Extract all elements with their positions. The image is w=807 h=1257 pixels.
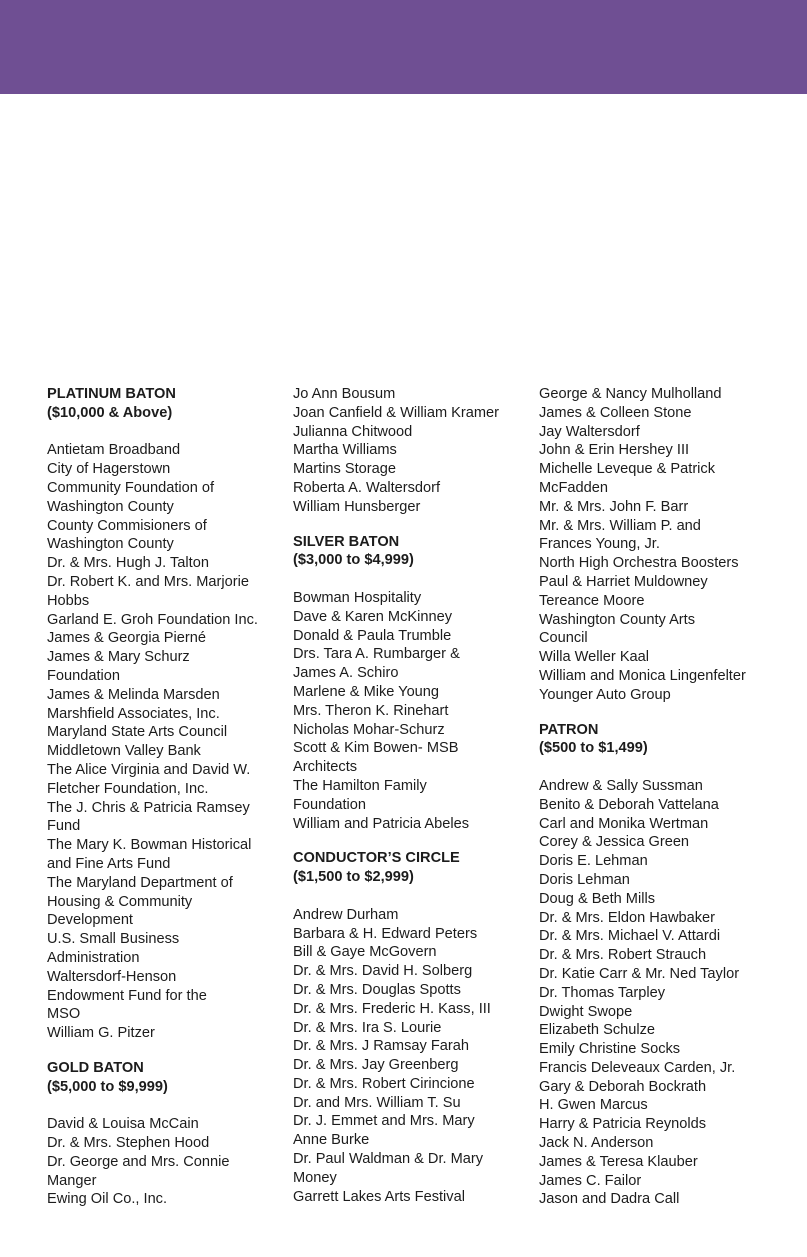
donor-entry	[47, 761, 287, 799]
donor-name: Barbara & H. Edward Peters	[293, 925, 478, 942]
donor-name: Marlene & Mike Young	[293, 683, 440, 700]
donor-name: Dr. & Mrs. Robert Strauch	[539, 947, 707, 964]
donor-name-continued: Architects	[293, 759, 358, 776]
donor-name: Dr. & Mrs. Frederic H. Kass, III	[293, 1000, 491, 1017]
donor-name: Ewing Oil Co., Inc.	[47, 1191, 168, 1208]
donor-name: Mr. & Mrs. William P. and	[539, 517, 701, 534]
section-range: ($5,000 to $9,999)	[47, 1078, 168, 1095]
donor-name: Corey & Jessica Green	[539, 834, 690, 851]
donor-name: Michelle Leveque & Patrick	[539, 461, 716, 478]
donor-entry	[539, 777, 789, 796]
donor-name: Doug & Beth Mills	[539, 890, 655, 907]
donor-name: Dave & Karen McKinney	[293, 608, 452, 625]
donor-entry	[539, 890, 789, 909]
donor-name: Harry & Patricia Reynolds	[539, 1116, 707, 1133]
donor-entry	[539, 871, 789, 890]
donor-name: William G. Pitzer	[47, 1025, 155, 1042]
donor-name: County Commisioners of	[47, 517, 207, 534]
donor-name: Garland E. Groh Foundation Inc.	[47, 611, 258, 628]
donor-entry	[293, 608, 533, 627]
donor-name: North High Orchestra Boosters	[539, 555, 739, 572]
donor-entry	[47, 1190, 287, 1209]
donor-name: Dr. & Mrs. Douglas Spotts	[293, 981, 461, 998]
donor-entry	[539, 965, 789, 984]
donor-entry	[539, 667, 789, 686]
donor-name: Dr. & Mrs. Eldon Hawbaker	[539, 909, 715, 926]
donor-name-continued: Money	[293, 1169, 337, 1186]
donor-entry	[293, 777, 533, 815]
donor-name: Francis Deleveaux Carden, Jr.	[539, 1059, 736, 1076]
donor-entry	[293, 423, 533, 442]
donor-name: Middletown Valley Bank	[47, 743, 201, 760]
donor-entry	[293, 1000, 533, 1019]
donor-name-continued: Fund	[47, 818, 81, 835]
donor-entry	[47, 517, 287, 555]
donor-name: Dr. & Mrs. Jay Greenberg	[293, 1057, 459, 1074]
donor-entry	[539, 1003, 789, 1022]
donor-entry	[293, 1075, 533, 1094]
donor-entry	[293, 981, 533, 1000]
donor-entry	[47, 1153, 287, 1191]
donor-name-continued: Fletcher Foundation, Inc.	[47, 780, 209, 797]
donor-name: The Hamilton Family	[293, 777, 427, 794]
donor-entry	[293, 739, 533, 777]
donor-entry	[539, 1040, 789, 1059]
section-range: ($10,000 & Above)	[47, 404, 173, 421]
donor-column-1	[47, 385, 287, 1209]
donor-entry	[539, 648, 789, 667]
section-silver-baton	[293, 533, 533, 834]
donor-entry	[47, 742, 287, 761]
donor-entry	[539, 686, 789, 705]
donor-entry	[539, 946, 789, 965]
donor-name: William Hunsberger	[293, 498, 421, 515]
donor-entry	[293, 1056, 533, 1075]
donor-entry	[293, 815, 533, 834]
donor-entry	[539, 1153, 789, 1172]
header-banner	[0, 0, 807, 94]
section-heading: PLATINUM BATON	[47, 386, 176, 402]
donor-name: Roberta A. Waltersdorf	[293, 479, 441, 496]
donor-name: Benito & Deborah Vattelana	[539, 796, 719, 813]
donor-entry	[539, 404, 789, 423]
donor-entry	[47, 554, 287, 573]
donor-name: The J. Chris & Patricia Ramsey	[47, 799, 250, 816]
donor-name-continued: Housing & Community	[47, 893, 193, 910]
donor-entry	[47, 686, 287, 705]
donor-entry	[539, 815, 789, 834]
donor-entry	[539, 498, 789, 517]
donor-name: James & Colleen Stone	[539, 404, 692, 421]
donor-name: Dr. Paul Waldman & Dr. Mary	[293, 1151, 484, 1168]
donor-name: James & Mary Schurz	[47, 649, 190, 666]
section-platinum-baton	[47, 385, 287, 1043]
donor-entry	[47, 1115, 287, 1134]
donor-entry	[293, 906, 533, 925]
donor-name-continued: James A. Schiro	[293, 665, 399, 682]
donor-name: William and Patricia Abeles	[293, 815, 470, 832]
donor-name: Garrett Lakes Arts Festival	[293, 1188, 465, 1205]
donor-entry	[539, 833, 789, 852]
donor-name: Andrew & Sally Sussman	[539, 777, 703, 794]
donor-entry	[293, 1112, 533, 1150]
donor-entry	[539, 984, 789, 1003]
donor-entry	[47, 611, 287, 630]
donor-entry	[47, 629, 287, 648]
donor-entry	[539, 1134, 789, 1153]
donor-entry	[47, 1134, 287, 1153]
donor-entry	[539, 554, 789, 573]
donor-name: Martha Williams	[293, 442, 397, 459]
donor-name: Dr. & Mrs. Stephen Hood	[47, 1135, 210, 1152]
donor-name: Julianna Chitwood	[293, 423, 413, 440]
donor-name: Bill & Gaye McGovern	[293, 944, 437, 961]
donor-name: Antietam Broadband	[47, 442, 181, 459]
donor-entry	[47, 479, 287, 517]
donor-entry	[539, 611, 789, 649]
donor-entry	[539, 796, 789, 815]
donor-name: Dr. and Mrs. William T. Su	[293, 1094, 461, 1111]
donor-entry	[539, 385, 789, 404]
donor-entry	[47, 441, 287, 460]
donor-name: Drs. Tara A. Rumbarger &	[293, 646, 460, 663]
donor-entry	[539, 1190, 789, 1209]
donor-entry	[293, 683, 533, 702]
donor-name: Emily Christine Socks	[539, 1041, 681, 1058]
donor-entry	[47, 460, 287, 479]
donor-name: Dr. & Mrs. Hugh J. Talton	[47, 555, 209, 572]
donor-entry	[293, 498, 533, 517]
donor-entry	[47, 723, 287, 742]
donor-name: H. Gwen Marcus	[539, 1097, 648, 1114]
section-heading: GOLD BATON	[47, 1059, 144, 1076]
section-heading: SILVER BATON	[293, 533, 400, 550]
donor-name: Donald & Paula Trumble	[293, 627, 452, 644]
donor-name: U.S. Small Business	[47, 931, 180, 948]
donor-name: Mr. & Mrs. John F. Barr	[539, 498, 689, 515]
donor-entry	[539, 1172, 789, 1191]
donor-name: James & Georgia Pierné	[47, 630, 206, 647]
section-gold-baton	[47, 1059, 287, 1209]
donor-entry	[293, 385, 533, 404]
donor-entry	[539, 423, 789, 442]
donor-entry	[293, 1188, 533, 1207]
donor-name: Marshfield Associates, Inc.	[47, 705, 220, 722]
donor-entry	[293, 943, 533, 962]
donor-name-continued: Council	[539, 630, 588, 647]
donor-name: Bowman Hospitality	[293, 589, 422, 606]
donor-name: Gary & Deborah Bockrath	[539, 1078, 707, 1095]
donor-entry	[539, 1096, 789, 1115]
section-conductors-circle	[293, 849, 533, 1206]
donor-name: The Mary K. Bowman Historical	[47, 837, 252, 854]
donor-entry	[293, 1019, 533, 1038]
donor-name: John & Erin Hershey III	[539, 442, 690, 459]
donor-entry	[47, 705, 287, 724]
donor-name-continued: Endowment Fund for the	[47, 987, 207, 1004]
section-heading: CONDUCTOR’S CIRCLE	[293, 850, 460, 867]
donor-entry	[47, 968, 287, 1024]
donor-name: Dr. George and Mrs. Connie	[47, 1153, 230, 1170]
donor-name: Mrs. Theron K. Rinehart	[293, 702, 449, 719]
donor-name-continued: McFadden	[539, 479, 608, 496]
donor-entry	[293, 589, 533, 608]
donor-entry	[293, 404, 533, 423]
donor-name: Paul & Harriet Muldowney	[539, 573, 708, 590]
donor-name-continued: Development	[47, 912, 133, 929]
donor-entry	[293, 925, 533, 944]
donor-name: Dr. & Mrs. Michael V. Attardi	[539, 928, 721, 945]
donor-entry	[539, 1078, 789, 1097]
donor-name-continued: Hobbs	[47, 592, 90, 609]
donor-name: Joan Canfield & William Kramer	[293, 404, 500, 421]
donor-column-2	[293, 385, 533, 1206]
donor-entry	[539, 1021, 789, 1040]
donor-entry	[47, 1024, 287, 1043]
donor-entry	[293, 1094, 533, 1113]
donor-entry	[47, 874, 287, 930]
donor-entry	[293, 721, 533, 740]
section-continued	[293, 385, 533, 517]
donor-entry	[539, 460, 789, 498]
donor-name: Dr. & Mrs. David H. Solberg	[293, 963, 473, 980]
donor-entry	[539, 573, 789, 592]
donor-name: Dr. & Mrs. Ira S. Lourie	[293, 1019, 442, 1036]
donor-name: Dr. J. Emmet and Mrs. Mary	[293, 1113, 475, 1130]
donor-entry	[539, 441, 789, 460]
donor-name: Jo Ann Bousum	[293, 386, 396, 402]
donor-name: James & Teresa Klauber	[539, 1153, 698, 1170]
donor-name: George & Nancy Mulholland	[539, 386, 722, 402]
donor-name-continued: Foundation	[293, 796, 367, 813]
donor-name: Dr. Katie Carr & Mr. Ned Taylor	[539, 965, 740, 982]
section-heading: PATRON	[539, 721, 599, 738]
donor-name-continued: Manger	[47, 1172, 97, 1189]
donor-entry	[293, 1150, 533, 1188]
donor-entry	[47, 836, 287, 874]
donor-name: Dr. Robert K. and Mrs. Marjorie	[47, 573, 249, 590]
donor-name: Dwight Swope	[539, 1003, 633, 1020]
donor-name-continued: Anne Burke	[293, 1132, 370, 1149]
donor-entry	[293, 702, 533, 721]
donor-name: Washington County Arts	[539, 611, 696, 628]
donor-name: Dr. Thomas Tarpley	[539, 984, 665, 1001]
donor-entry	[539, 1115, 789, 1134]
donor-entry	[293, 441, 533, 460]
donor-name-continued: and Fine Arts Fund	[47, 855, 171, 872]
donor-name: The Maryland Department of	[47, 874, 233, 891]
donor-name: Community Foundation of	[47, 479, 215, 496]
donor-name: The Alice Virginia and David W.	[47, 761, 251, 778]
donor-name: David & Louisa McCain	[47, 1116, 199, 1133]
donor-name: Elizabeth Schulze	[539, 1022, 656, 1039]
donor-entry	[293, 1037, 533, 1056]
donor-name: Waltersdorf-Henson	[47, 968, 177, 985]
section-range: ($1,500 to $2,999)	[293, 869, 414, 886]
donor-name-continued: Washington County	[47, 536, 174, 553]
donor-name: William and Monica Lingenfelter	[539, 667, 746, 684]
donor-name: Younger Auto Group	[539, 686, 671, 703]
donor-entry	[539, 909, 789, 928]
section-continued	[539, 385, 789, 705]
donor-entry	[293, 479, 533, 498]
donor-name: Doris E. Lehman	[539, 853, 648, 870]
donor-name: Maryland State Arts Council	[47, 724, 228, 741]
donor-entry	[47, 648, 287, 686]
donor-name: Andrew Durham	[293, 906, 399, 923]
donor-name: Jack N. Anderson	[539, 1135, 654, 1152]
section-range: ($3,000 to $4,999)	[293, 552, 414, 569]
donor-name: Willa Weller Kaal	[539, 649, 650, 666]
donor-entry	[539, 517, 789, 555]
donor-name-continued: Administration	[47, 949, 140, 966]
donor-name-continued: Washington County	[47, 498, 174, 515]
donor-entry	[293, 962, 533, 981]
donor-name: Dr. & Mrs. J Ramsay Farah	[293, 1038, 469, 1055]
donor-entry	[293, 460, 533, 479]
donor-name: Carl and Monika Wertman	[539, 815, 709, 832]
donor-name: Martins Storage	[293, 461, 397, 478]
donor-name: Jason and Dadra Call	[539, 1191, 680, 1208]
donor-name-continued: Frances Young, Jr.	[539, 536, 660, 553]
section-patron	[539, 721, 789, 1210]
section-range: ($500 to $1,499)	[539, 740, 648, 757]
donor-entry	[539, 852, 789, 871]
donor-entry	[47, 799, 287, 837]
donor-name: Dr. & Mrs. Robert Cirincione	[293, 1075, 475, 1092]
donor-name: City of Hagerstown	[47, 461, 171, 478]
donor-name-continued: Foundation	[47, 667, 121, 684]
donor-name: James C. Failor	[539, 1172, 642, 1189]
donor-name: Scott & Kim Bowen- MSB	[293, 740, 459, 757]
donor-entry	[47, 930, 287, 968]
donor-name: Jay Waltersdorf	[539, 423, 640, 440]
donor-name: Tereance Moore	[539, 592, 645, 609]
donor-entry	[293, 645, 533, 683]
donor-entry	[539, 592, 789, 611]
donor-name: Doris Lehman	[539, 871, 630, 888]
donor-name: Nicholas Mohar-Schurz	[293, 721, 445, 738]
donor-entry	[539, 927, 789, 946]
donor-name-continued: MSO	[47, 1006, 81, 1023]
donor-name: James & Melinda Marsden	[47, 686, 220, 703]
donor-column-3	[539, 385, 789, 1209]
donor-entry	[47, 573, 287, 611]
donor-entry	[293, 627, 533, 646]
donor-entry	[539, 1059, 789, 1078]
